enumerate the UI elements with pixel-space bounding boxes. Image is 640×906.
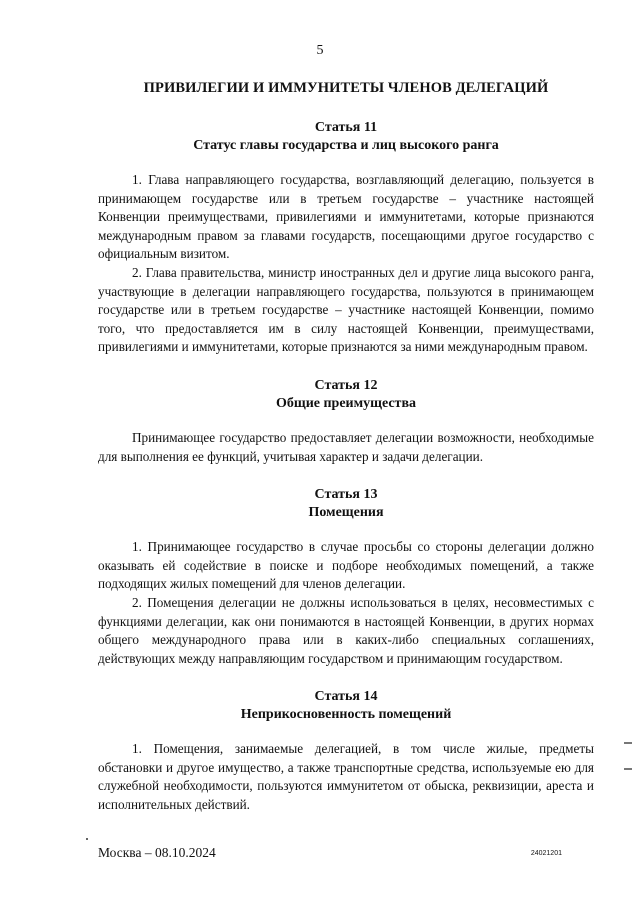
- footer-location-date: Москва – 08.10.2024: [98, 845, 216, 860]
- article-paragraph: 1. Глава направляющего государства, возглавляющий делегацию, пользуется в принимающем государстве или в третьем государстве – участнике настоящей Конвенции преимуществами, привилегиями и иммунитетами, которые признаются международным правом за главами государств, посещающими другое государство с официальным визитом.: [98, 172, 594, 262]
- article-title: Общие преимущества: [275, 395, 416, 411]
- scan-edge-mark: [624, 742, 632, 744]
- section-title: ПРИВИЛЕГИИ И ИММУНИТЕТЫ ЧЛЕНОВ ДЕЛЕГАЦИЙ: [143, 80, 549, 96]
- article-paragraph: Принимающее государство предоставляет делегации возможности, необходимые для выполнения ее функций, учитывая характер и задачи делегации.: [98, 429, 594, 464]
- article-title: Помещения: [308, 505, 384, 521]
- article-paragraph: 2. Глава правительства, министр иностранных дел и другие лица высокого ранга, участвующие в делегации направляющего государства, пользуются в принимающем государстве или в третьем государстве – участнике настоящей Конвенции, помимо того, что предоставляется им в силу настоящей Конвенции, преимуществами, привилегиями и иммунитетами, которые признаются за ними международным правом.: [98, 264, 594, 355]
- article-paragraph: 1. Помещения, занимаемые делегацией, в том числе жилые, предметы обстановки и другое имущество, а также транспортные средства, используемые ею для служебной необходимости, пользуются иммунитетом от обыска, реквизиции, ареста и исполнительных действий.: [98, 741, 594, 813]
- article-number: Статья 11: [314, 120, 378, 135]
- document-body: [98, 74, 594, 835]
- article-paragraph: 1. Принимающее государство в случае просьбы со стороны делегации должно оказывать ей содействие в поиске и подборе необходимых помещений, а также подходящих жилых помещений для членов делегации.: [98, 539, 594, 592]
- article-number: Статья 12: [314, 377, 378, 393]
- footer-doc-code: 24021201: [530, 850, 562, 857]
- margin-dot-mark: [86, 838, 88, 840]
- article-title: Статус главы государства и лиц высокого ранга: [193, 138, 499, 153]
- article-number: Статья 13: [314, 487, 378, 503]
- article-14: [98, 688, 594, 814]
- article-title: Неприкосновенность помещений: [240, 707, 452, 723]
- scan-edge-mark: [624, 768, 632, 770]
- article-paragraph: 2. Помещения делегации не должны использоваться в целях, несовместимых с функциями делегации, как они понимаются в настоящей Конвенции, в других нормах общего международного права или в каких-либо специальных соглашениях, действующих между направляющим государством и принимающим государством.: [98, 594, 594, 666]
- article-12: [98, 377, 594, 466]
- article-13: [98, 486, 594, 668]
- article-11: [98, 119, 594, 357]
- article-number: Статья 14: [314, 689, 378, 705]
- page-number: 5: [316, 43, 324, 58]
